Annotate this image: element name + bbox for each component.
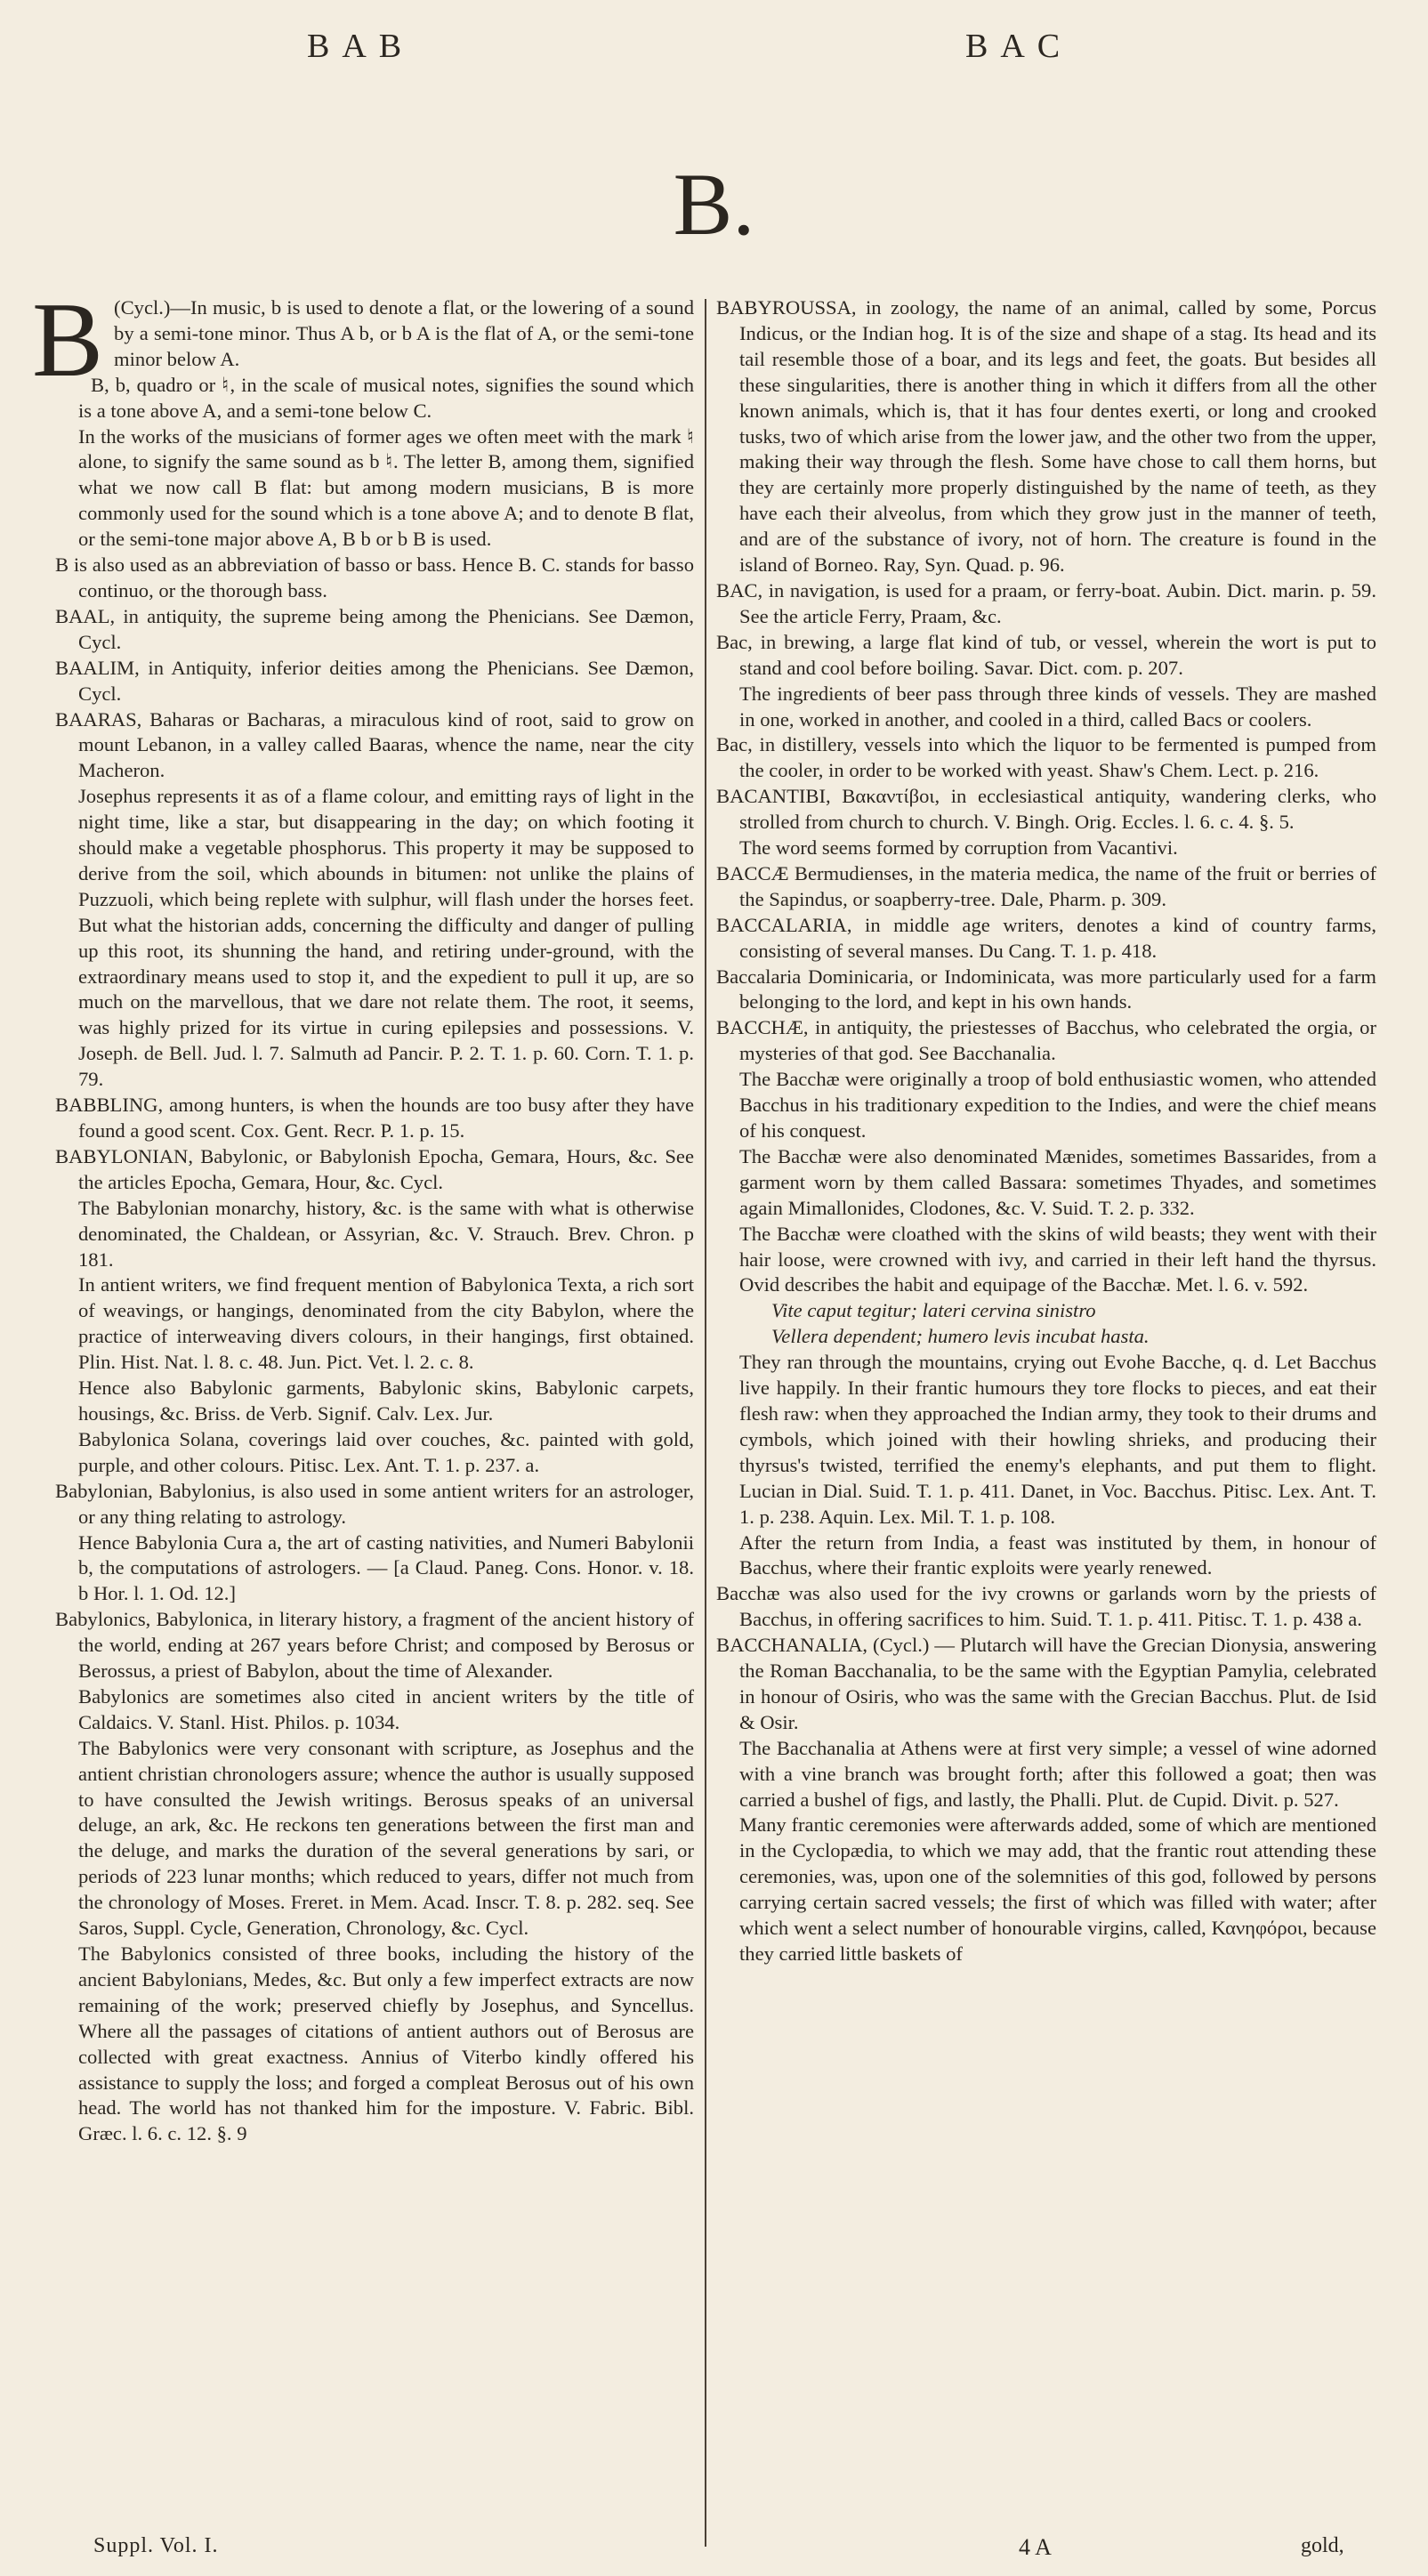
catchword: gold, (1301, 2534, 1344, 2557)
paragraph: BACCHANALIA, (Cycl.) — Plutarch will have the Grecian Dionysia, answering the Roman Bacchanalia, to be the same with the Egyptian Pamylia, celebrated in honour of Osiris, who was the same with the Grecian Bacchus. Plut. de Isid & Osir. (716, 1634, 1376, 1733)
paragraph: Babylonics are sometimes also cited in ancient writers by the title of Caldaics. V. Stanl. Hist. Philos. p. 1034. (78, 1684, 694, 1733)
right-column (716, 295, 1376, 2469)
paragraph: Many frantic ceremonies were afterwards added, some of which are mentioned in the Cyclopædia, to which we may add, that the frantic rout attending these ceremonies, was, upon one of the solemnities of this god, followed by persons carrying certain sacred vessels; the first of which was filled with water; after which went a select number of honourable virgins, called, Κανηφόροι, because they carried little baskets of (739, 1813, 1376, 1965)
left-column (32, 280, 694, 2469)
paragraph: BAAL, in antiquity, the supreme being among the Phenicians. See Dæmon, Cycl. (55, 604, 694, 653)
paragraph: The Bacchæ were cloathed with the skins of wild beasts; they went with their hair loose, were crowned with ivy, and carried in their left hand the thyrsus. Ovid describes the habit and equipage of the Bacchæ. Met. l. 6. v. 592. (739, 1222, 1376, 1296)
paragraph: Vellera dependent; humero levis incubat hasta. (771, 1325, 1150, 1348)
paragraph: B, b, quadro or ♮, in the scale of musical notes, signifies the sound which is a tone above A, and a semi-tone below C. (78, 373, 694, 422)
paragraph: In the works of the musicians of former ages we often meet with the mark ♮ alone, to signify the same sound as b ♮. The letter B, among them, signified what we now call B flat: but among modern musicians, B is more commonly used for the sound which is a tone above A; and to denote B flat, or the semi-tone major above A, B b or b B is used. (78, 424, 694, 551)
paragraph: Josephus represents it as of a flame colour, and emitting rays of light in the night time, like a star, but disappearing in the day; on which footing it should make a vegetable phosphorus. This property it may be supposed to derive from the soil, which abounds in bitumen: not unlike the plains of Puzzuoli, which being replete with sulphur, will flash under the horses feet. But what the historian adds, concerning the difficulty and danger of pulling up this root, its shunning the hand, and retiring under-ground, with the extraordinary means used to stop it, and the expedient to pull it up, are so much on the marvellous, that we dare not relate them. The root, it seems, was highly prized for its virtue in curing epilepsies and possessions. V. Joseph. de Bell. Jud. l. 7. Salmuth ad Pancir. P. 2. T. 1. p. 60. Corn. T. 1. p. 79. (78, 785, 694, 1091)
paragraph: Baccalaria Dominicaria, or Indominicata, was more particularly used for a farm belonging to the lord, and kept in his own hands. (716, 965, 1376, 1013)
paragraph: BABBLING, among hunters, is when the hounds are too busy after they have found a good scent. Cox. Gent. Recr. P. 1. p. 15. (55, 1094, 694, 1142)
paragraph: Bacchæ was also used for the ivy crowns or garlands worn by the priests of Bacchus, in offering sacrifices to him. Suid. T. 1. p. 411. Pitisc. T. 1. p. 438 a. (716, 1582, 1376, 1631)
section-letter: B. (673, 155, 755, 254)
paragraph: BABYLONIAN, Babylonic, or Babylonish Epocha, Gemara, Hours, &c. See the articles Epocha, Gemara, Hour, &c. Cycl. (55, 1144, 694, 1193)
paragraph: BACCHÆ, in antiquity, the priestesses of Bacchus, who celebrated the orgia, or mysteries of that god. See Bacchanalia. (716, 1016, 1376, 1065)
paragraph: BAARAS, Baharas or Bacharas, a miraculous kind of root, said to grow on mount Lebanon, in a valley called Baaras, whence the name, near the city Macheron. (55, 707, 694, 782)
signature-mark: 4 A (1019, 2534, 1052, 2560)
paragraph: Babylonian, Babylonius, is also used in some antient writers for an astrologer, or any thing relating to astrology. (55, 1479, 694, 1528)
paragraph: They ran through the mountains, crying out Evohe Bacche, q. d. Let Bacchus live happily. In their frantic humours they tore flocks to pieces, and eat their flesh raw: when they approached the Indian army, they took to their drums and cymbols, which joined with their howling shrieks, and producing their thyrsus's twisted, terrified the enemy's elephants, and put them to flight. Lucian in Dial. Suid. T. 1. p. 411. Danet, in Voc. Bacchus. Pitisc. Lex. Ant. T. 1. p. 238. Aquin. Lex. Mil. T. 1. p. 108. (739, 1351, 1376, 1528)
paragraph: Babylonics, Babylonica, in literary history, a fragment of the ancient history of the world, ending at 267 years before Christ; and composed by Berosus or Berossus, a priest of Babylon, about the time of Alexander. (55, 1608, 694, 1683)
paragraph: After the return from India, a feast was instituted by them, in honour of Bacchus, where their frantic exploits were yearly renewed. (739, 1530, 1376, 1579)
paragraph: BACCÆ Bermudienses, in the materia medica, the name of the fruit or berries of the Sapindus, or soapberry-tree. Dale, Pharm. p. 309. (716, 861, 1376, 910)
paragraph: Vite caput tegitur; lateri cervina sinistro (771, 1299, 1096, 1322)
paragraph: The Babylonics were very consonant with scripture, as Josephus and the antient christian chronologers assure; whence the author is usually supposed to have consulted the Jewish writings. Berosus speaks of an universal deluge, an ark, &c. He reckons ten generations between the first man and the deluge, and marks the duration of the several generations by sari, or periods of 223 lunar months; which reduced to years, differ not much from the chronology of Moses. Freret. in Mem. Acad. Inscr. T. 8. p. 282. seq. See Saros, Suppl. Cycle, Generation, Chronology, &c. Cycl. (78, 1736, 694, 1940)
paragraph: BAALIM, in Antiquity, inferior deities among the Phenicians. See Dæmon, Cycl. (55, 656, 694, 705)
paragraph: BACANTIBI, Βακαντίβοι, in ecclesiastical antiquity, wandering clerks, who strolled from church to church. V. Bingh. Orig. Eccles. l. 6. c. 4. §. 5. (716, 785, 1376, 834)
paragraph: The Babylonics consisted of three books, including the history of the ancient Babylonians, Medes, &c. But only a few imperfect extracts are now remaining of the work; preserved chiefly by Josephus, and Syncellus. Where all the passages of citations of antient authors out of Berosus are collected with great exactness. Annius of Viterbo kindly offered his assistance to supply the loss; and forged a compleat Berosus out of his own head. The world has not thanked him for the imposture. V. Fabric. Bibl. Græc. l. 6. c. 12. §. 9 (78, 1942, 694, 2145)
paragraph: The Bacchanalia at Athens were at first very simple; a vessel of wine adorned with a vine branch was brought forth; after this followed a goat; then was carried a bushel of figs, and lastly, the Phalli. Plut. de Cupid. Divit. p. 527. (739, 1736, 1376, 1811)
paragraph: The Bacchæ were originally a troop of bold enthusiastic women, who attended Bacchus in his traditionary expedition to the Indies, and were the chief means of his conquest. (739, 1068, 1376, 1142)
paragraph: BACCALARIA, in middle age writers, denotes a kind of country farms, consisting of several manses. Du Cang. T. 1. p. 418. (716, 913, 1376, 962)
drop-cap: B (32, 280, 104, 399)
paragraph: Babylonica Solana, coverings laid over couches, &c. painted with gold, purple, and other colours. Pitisc. Lex. Ant. T. 1. p. 237. a. (78, 1427, 694, 1476)
running-head-right: BAC (965, 28, 1073, 65)
paragraph: The Babylonian monarchy, history, &c. is the same with what is otherwise denominated, the Chaldean, or Assyrian, &c. V. Strauch. Brev. Chron. p 181. (78, 1196, 694, 1271)
paragraph: The word seems formed by corruption from Vacantivi. (739, 836, 1178, 860)
column-divider (705, 299, 706, 2547)
running-head-left: BAB (307, 28, 415, 65)
paragraph: The Bacchæ were also denominated Mænides, sometimes Bassarides, from a garment worn by them called Bassara: sometimes Thyades, and sometimes again Mimallonides, Clodones, &c. V. Suid. T. 2. p. 332. (739, 1144, 1376, 1219)
paragraph: Hence also Babylonic garments, Babylonic skins, Babylonic carpets, housings, &c. Briss. de Verb. Signif. Calv. Lex. Jur. (78, 1377, 694, 1425)
paragraph: B is also used as an abbreviation of basso or bass. Hence B. C. stands for basso continuo, or the thorough bass. (55, 553, 694, 602)
paragraph-text: (Cycl.)—In music, b is used to denote a flat, or the lowering of a sound by a semi-tone minor. Thus A b, or b A is the flat of A, or the semi-tone minor below A. (114, 296, 694, 370)
paragraph: In antient writers, we find frequent mention of Babylonica Texta, a rich sort of weavings, or hangings, denominated from the city Babylon, where the practice of interweaving divers colours, in their hangings, first obtained. Plin. Hist. Nat. l. 8. c. 48. Jun. Pict. Vet. l. 2. c. 8. (78, 1273, 694, 1374)
paragraph: Bac, in distillery, vessels into which the liquor to be fermented is pumped from the cooler, in order to be worked with yeast. Shaw's Chem. Lect. p. 216. (716, 733, 1376, 782)
paragraph: Hence Babylonia Cura a, the art of casting nativities, and Numeri Babylonii b, the computations of astrologers. — [a Claud. Paneg. Cons. Honor. v. 18. b Hor. l. 1. Od. 12.] (78, 1530, 694, 1605)
paragraph: Bac, in brewing, a large flat kind of tub, or vessel, wherein the wort is put to stand and cool before boiling. Savar. Dict. com. p. 207. (716, 630, 1376, 679)
volume-footer: Suppl. Vol. I. (93, 2534, 219, 2557)
paragraph: The ingredients of beer pass through three kinds of vessels. They are mashed in one, worked in another, and cooled in a third, called Bacs or coolers. (739, 682, 1376, 731)
paragraph: BAC, in navigation, is used for a praam, or ferry-boat. Aubin. Dict. marin. p. 59. See the article Ferry, Praam, &c. (716, 578, 1376, 627)
paragraph: BABYROUSSA, in zoology, the name of an animal, called by some, Porcus Indicus, or the Indian hog. It is of the size and shape of a stag. Its head and its tail resemble those of a boar, and its legs and feet, the goats. But besides all these singularities, there is another thing in which it differs from all the other known animals, which is, that it has four dentes exerti, or long and crooked tusks, two of which arise from the lower jaw, and the other two from the upper, making their way through the flesh. Some have chose to call them horns, but they are certainly more properly distinguished by the name of teeth, as they have each their alveolus, from which they grow just in the manner of teeth, and are of the substance of ivory, not of horn. The creature is found in the island of Borneo. Ray, Syn. Quad. p. 96. (716, 296, 1376, 577)
